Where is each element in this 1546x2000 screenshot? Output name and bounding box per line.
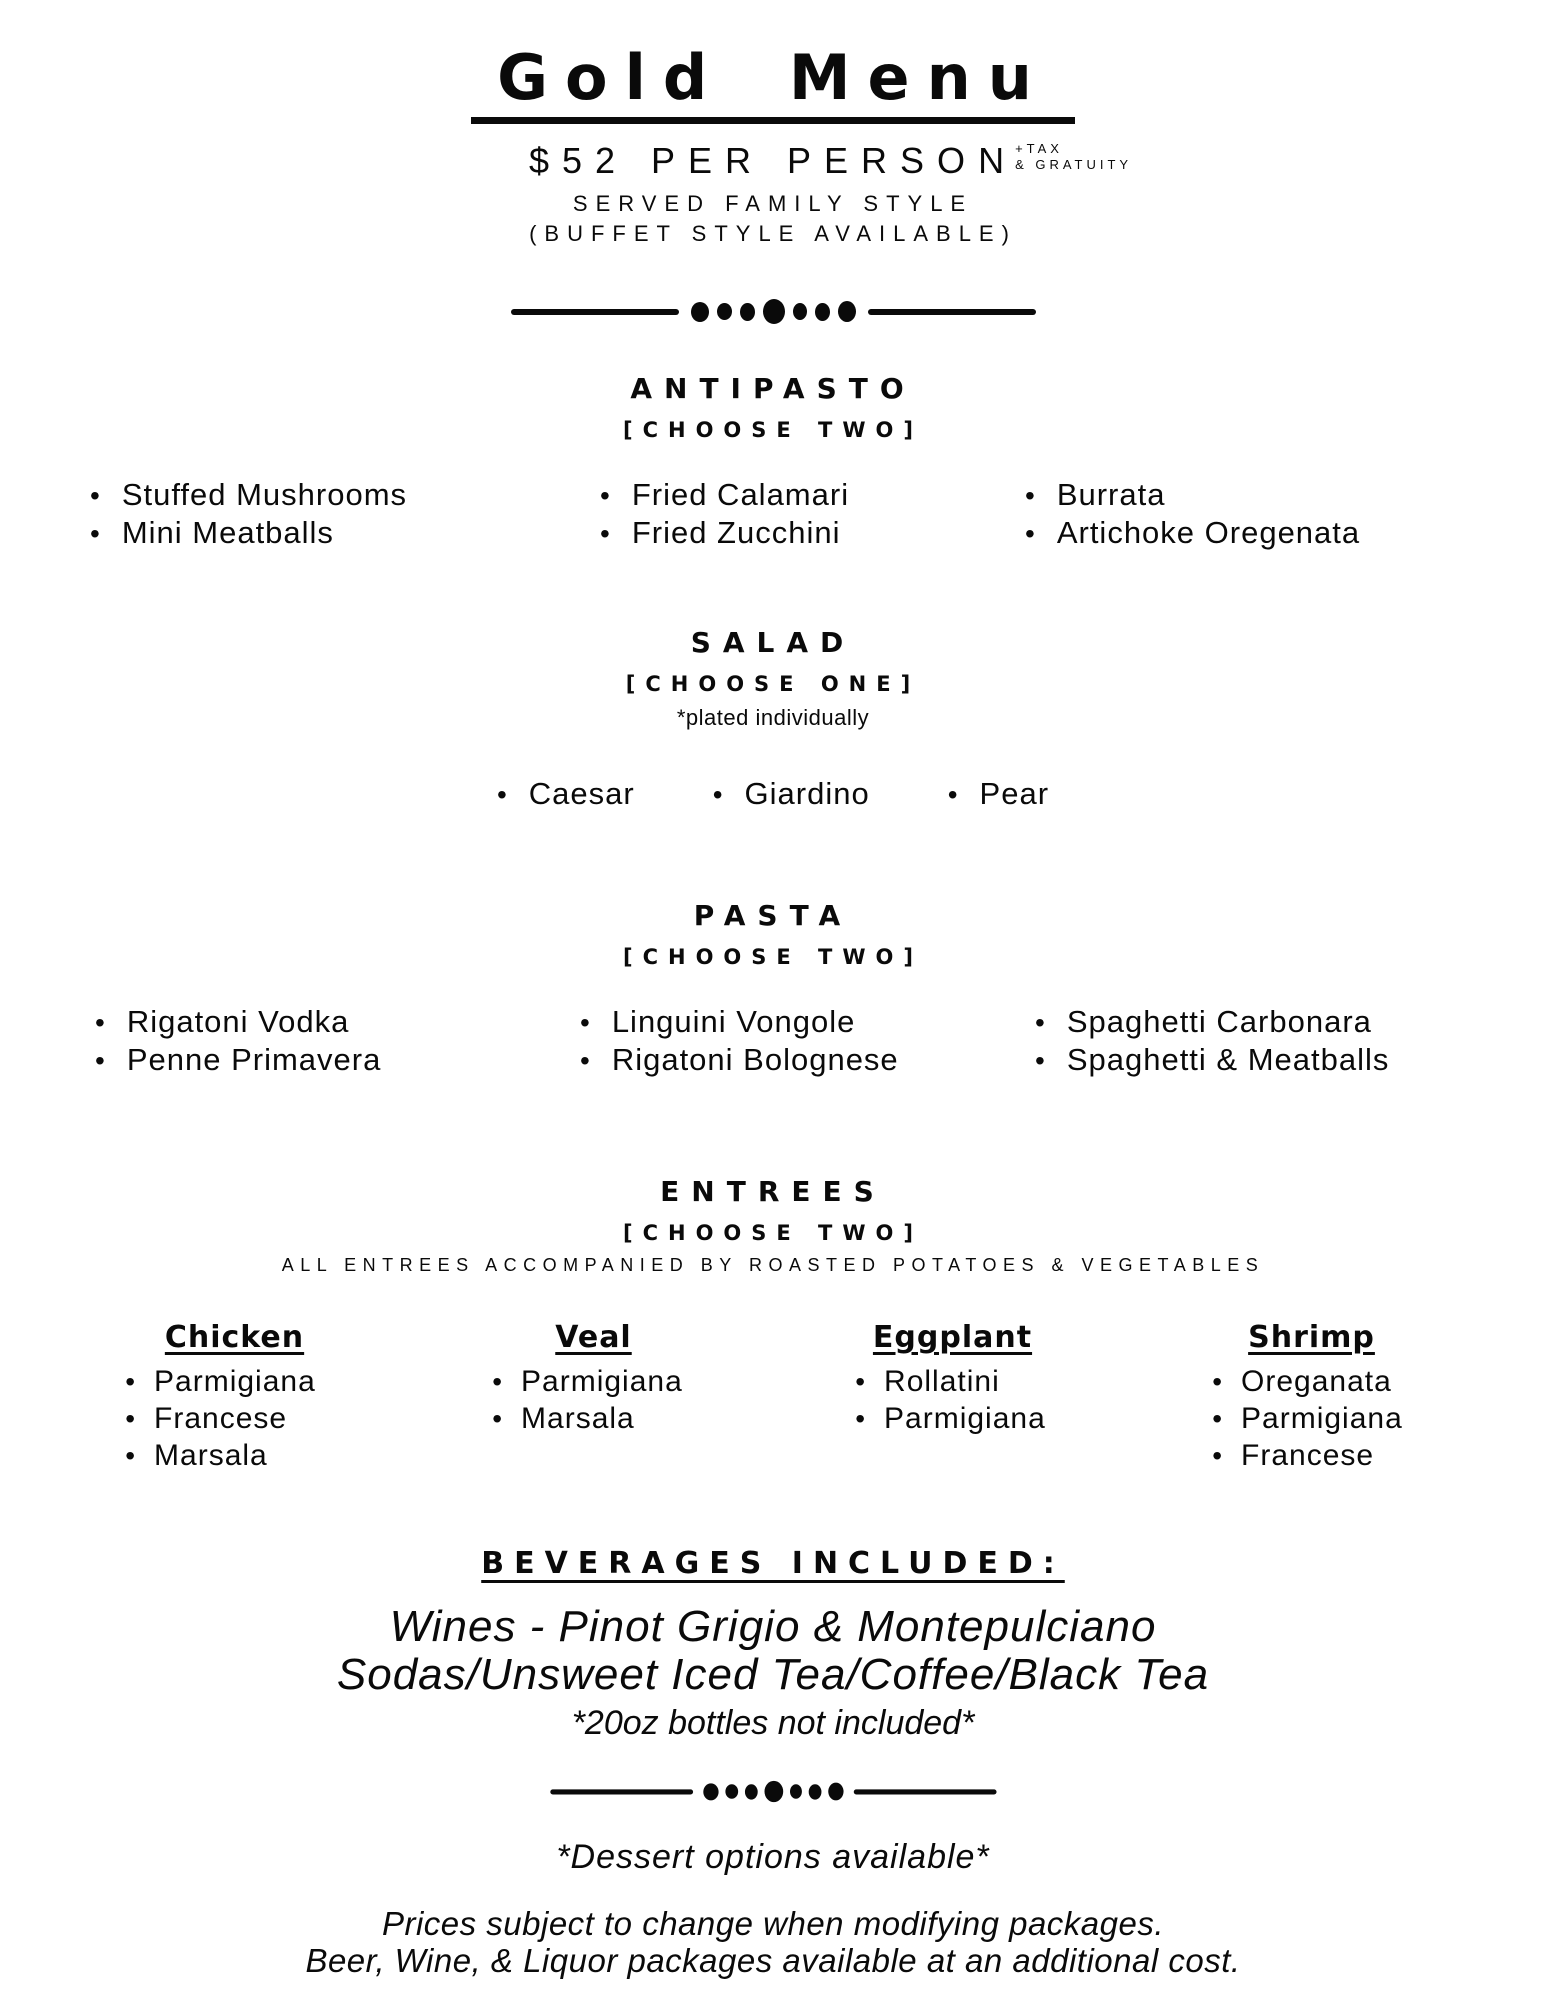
menu-item-label: Pear bbox=[979, 776, 1050, 812]
antipasto-choose-label: [CHOOSE TWO] bbox=[622, 418, 923, 443]
entree-group-heading: Veal bbox=[555, 1320, 632, 1356]
entrees-columns bbox=[0, 1320, 1546, 1474]
antipasto-heading: ANTIPASTO bbox=[630, 372, 916, 406]
menu-item bbox=[580, 1003, 899, 1041]
menu-item-label: Linguini Vongole bbox=[611, 1004, 856, 1040]
salad-items-row bbox=[0, 775, 1546, 813]
menu-header bbox=[0, 41, 1546, 247]
menu-footer bbox=[0, 1838, 1546, 1979]
bullet-icon: • bbox=[492, 1403, 504, 1435]
menu-item bbox=[1035, 1003, 1389, 1041]
menu-item bbox=[600, 514, 849, 552]
menu-item-label: Spaghetti Carbonara bbox=[1066, 1004, 1372, 1040]
menu-item-label: Fried Calamari bbox=[631, 477, 850, 513]
beverages-wines-line: Wines - Pinot Grigio & Montepulciano bbox=[389, 1602, 1157, 1652]
disclaimer-line2: Beer, Wine, & Liquor packages available at an additional cost. bbox=[305, 1942, 1241, 1980]
entrees-heading: ENTREES bbox=[660, 1175, 886, 1209]
bullet-icon: • bbox=[580, 1007, 591, 1039]
beverages-heading: BEVERAGES INCLUDED: bbox=[481, 1546, 1065, 1582]
divider-ornament bbox=[116, 1781, 1430, 1802]
bullet-icon: • bbox=[947, 779, 959, 811]
salad-plated-note: *plated individually bbox=[676, 705, 870, 731]
section-beverages bbox=[0, 1546, 1546, 1743]
bullet-icon: • bbox=[1025, 480, 1036, 512]
divider-dots bbox=[703, 1781, 843, 1802]
entree-group-heading: Shrimp bbox=[1248, 1320, 1375, 1356]
price-note-line1: +TAX bbox=[1015, 141, 1063, 157]
bullet-icon: • bbox=[125, 1403, 137, 1435]
divider-dots bbox=[691, 299, 856, 324]
section-entrees bbox=[0, 1175, 1546, 1474]
menu-item bbox=[497, 775, 635, 813]
menu-item-label: Oreganata bbox=[1241, 1365, 1392, 1399]
menu-item bbox=[1212, 1437, 1403, 1474]
menu-item bbox=[90, 476, 407, 514]
menu-item-label: Parmigiana bbox=[154, 1365, 316, 1399]
menu-item-label: Burrata bbox=[1056, 477, 1166, 513]
bullet-icon: • bbox=[95, 1045, 106, 1077]
buffet-style-line: (BUFFET STYLE AVAILABLE) bbox=[529, 221, 1017, 247]
menu-item bbox=[125, 1363, 316, 1400]
bullet-icon: • bbox=[1035, 1045, 1046, 1077]
salad-choose-label: [CHOOSE ONE] bbox=[625, 672, 921, 697]
bullet-icon: • bbox=[600, 480, 611, 512]
menu-item-label: Parmigiana bbox=[884, 1402, 1046, 1436]
pasta-columns bbox=[0, 1003, 1546, 1079]
bullet-icon: • bbox=[1212, 1366, 1224, 1398]
menu-item bbox=[1035, 1041, 1389, 1079]
divider-line-right bbox=[853, 1789, 996, 1794]
menu-item-label: Parmigiana bbox=[521, 1365, 683, 1399]
menu-item bbox=[1212, 1400, 1403, 1437]
menu-item bbox=[90, 514, 407, 552]
divider-ornament bbox=[0, 299, 1546, 324]
menu-item-label: Penne Primavera bbox=[126, 1042, 382, 1078]
bullet-icon: • bbox=[580, 1045, 591, 1077]
page-title: Gold Menu bbox=[471, 44, 1075, 124]
bullet-icon: • bbox=[125, 1440, 137, 1472]
section-pasta bbox=[0, 899, 1546, 1079]
pasta-choose-label: [CHOOSE TWO] bbox=[622, 945, 923, 970]
menu-item bbox=[95, 1041, 381, 1079]
dessert-note: *Dessert options available* bbox=[556, 1838, 990, 1877]
section-antipasto bbox=[0, 372, 1546, 552]
menu-item bbox=[1025, 514, 1360, 552]
menu-item bbox=[713, 775, 870, 813]
bullet-icon: • bbox=[855, 1366, 867, 1398]
bullet-icon: • bbox=[1035, 1007, 1046, 1039]
menu-item bbox=[125, 1400, 316, 1437]
menu-item bbox=[492, 1400, 683, 1437]
entrees-choose-label: [CHOOSE TWO] bbox=[622, 1221, 923, 1246]
menu-item-label: Rigatoni Bolognese bbox=[611, 1042, 899, 1078]
bullet-icon: • bbox=[95, 1007, 106, 1039]
menu-item-label: Francese bbox=[154, 1402, 288, 1436]
menu-item-label: Stuffed Mushrooms bbox=[121, 477, 408, 513]
menu-item-label: Parmigiana bbox=[1241, 1402, 1403, 1436]
menu-item bbox=[492, 1363, 683, 1400]
entree-group-heading: Chicken bbox=[164, 1320, 305, 1356]
bullet-icon: • bbox=[855, 1403, 867, 1435]
menu-item-label: Artichoke Oregenata bbox=[1056, 515, 1361, 551]
bullet-icon: • bbox=[712, 779, 724, 811]
divider-line-left bbox=[511, 309, 679, 315]
bullet-icon: • bbox=[496, 779, 508, 811]
menu-item bbox=[600, 476, 849, 514]
menu-item-label: Mini Meatballs bbox=[121, 515, 334, 551]
divider-line-left bbox=[550, 1789, 693, 1794]
menu-item bbox=[855, 1363, 1046, 1400]
menu-item-label: Marsala bbox=[154, 1439, 268, 1473]
divider-line-right bbox=[868, 309, 1036, 315]
menu-item-label: Caesar bbox=[528, 776, 635, 812]
menu-item-label: Rigatoni Vodka bbox=[126, 1004, 350, 1040]
menu-item bbox=[948, 775, 1049, 813]
menu-item bbox=[1212, 1363, 1403, 1400]
price-note bbox=[1015, 141, 1132, 173]
disclaimer-line1: Prices subject to change when modifying packages. bbox=[381, 1905, 1165, 1943]
bullet-icon: • bbox=[90, 480, 101, 512]
bullet-icon: • bbox=[492, 1366, 504, 1398]
price-text: $52 PER PERSON bbox=[528, 140, 1018, 182]
bullet-icon: • bbox=[600, 518, 611, 550]
pasta-heading: PASTA bbox=[693, 899, 853, 933]
serving-style-line: SERVED FAMILY STYLE bbox=[572, 191, 974, 217]
beverages-bottles-note: *20oz bottles not included* bbox=[571, 1704, 975, 1743]
menu-item-label: Rollatini bbox=[884, 1365, 1000, 1399]
menu-item bbox=[580, 1041, 899, 1079]
disclaimer-text bbox=[0, 1905, 1546, 1979]
bullet-icon: • bbox=[1025, 518, 1036, 550]
menu-item-label: Fried Zucchini bbox=[631, 515, 841, 551]
entree-group-veal bbox=[414, 1320, 773, 1474]
beverages-sodas-line: Sodas/Unsweet Iced Tea/Coffee/Black Tea bbox=[336, 1650, 1210, 1700]
entree-group-chicken bbox=[55, 1320, 414, 1474]
entree-group-eggplant bbox=[773, 1320, 1132, 1474]
bullet-icon: • bbox=[125, 1366, 137, 1398]
price-row bbox=[0, 140, 1546, 182]
entree-group-heading: Eggplant bbox=[872, 1320, 1033, 1356]
bullet-icon: • bbox=[1212, 1440, 1224, 1472]
menu-item-label: Giardino bbox=[744, 776, 870, 812]
price-note-line2: & GRATUITY bbox=[1015, 157, 1133, 173]
menu-item bbox=[95, 1003, 381, 1041]
salad-heading: SALAD bbox=[690, 626, 856, 660]
entrees-accompaniment-note: ALL ENTREES ACCOMPANIED BY ROASTED POTATOES & VEGETABLES bbox=[281, 1255, 1265, 1276]
antipasto-columns bbox=[0, 476, 1546, 552]
entree-group-shrimp bbox=[1132, 1320, 1491, 1474]
menu-item-label: Francese bbox=[1241, 1439, 1375, 1473]
menu-item-label: Spaghetti & Meatballs bbox=[1066, 1042, 1390, 1078]
bullet-icon: • bbox=[1212, 1403, 1224, 1435]
section-salad bbox=[0, 626, 1546, 813]
menu-item bbox=[855, 1400, 1046, 1437]
bullet-icon: • bbox=[90, 518, 101, 550]
menu-item-label: Marsala bbox=[521, 1402, 635, 1436]
menu-item bbox=[125, 1437, 316, 1474]
menu-item bbox=[1025, 476, 1360, 514]
